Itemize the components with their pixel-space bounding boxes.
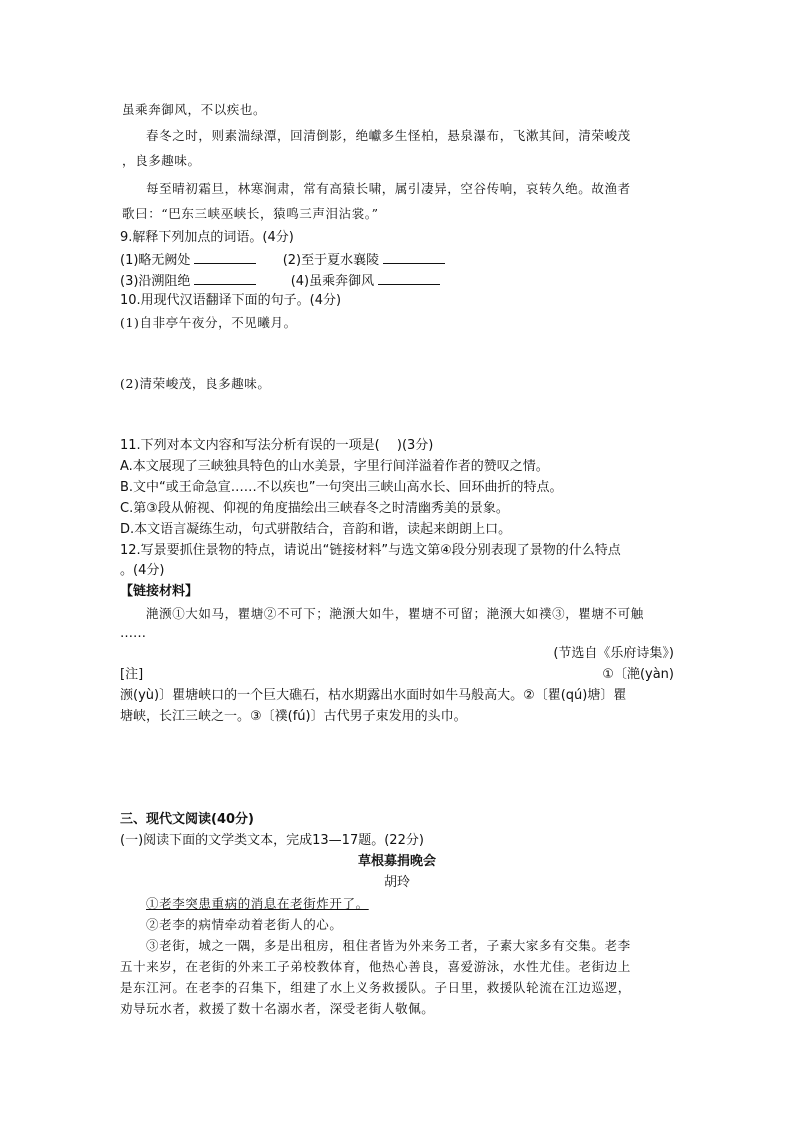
- article-paragraph-2: ②老李的病情牵动着老街人的心。: [146, 917, 343, 932]
- article-paragraph-3-line-3: 是东江河。在老李的召集下，组建了水上义务救援队。子日里，救援队轮流在江边巡逻，: [120, 980, 631, 995]
- classical-paragraph-spring-cont: ，良多趣味。: [122, 153, 201, 168]
- note-line-3: 塘峡，长江三峡之一。③〔襆(fú)〕古代男子束发用的头巾。: [120, 709, 467, 724]
- question-9-row-1: [120, 251, 449, 269]
- classical-paragraph-spring: 春冬之时，则素湍绿潭，回清倒影，绝巘多生怪柏，悬泉瀑布，飞漱其间，清荣峻茂: [146, 128, 631, 143]
- article-author: 胡玲: [383, 875, 410, 890]
- note-line-2: 滪(yù)〕瞿塘峡口的一个巨大礁石，枯水期露出水面时如牛马般高大。②〔瞿(qú)塘〕瞿: [120, 688, 627, 703]
- q11-option-d: D.本文语言凝练生动，句式骈散结合，音韵和谐，读起来朗朗上口。: [120, 522, 512, 537]
- question-9-stem: 9.解释下列加点的词语。(4分): [120, 230, 294, 245]
- question-9-row-2: [120, 272, 444, 290]
- article-paragraph-3: ③老街，城之一隅，多是出租房，租住者皆为外来务工者，子素大家多有交集。老李: [146, 938, 631, 953]
- question-12-stem: 12.写景要抓住景物的特点，请说出“链接材料”与选文第④段分别表现了景物的什么特点: [120, 543, 621, 558]
- answer-blank[interactable]: [194, 251, 256, 264]
- note-1-start: ①〔滟(yàn): [602, 667, 674, 682]
- q9-item-4: (4)虽乘奔御风: [290, 274, 375, 289]
- question-12-stem-cont: 。(4分): [120, 563, 165, 578]
- link-material-ellipsis: ……: [120, 626, 146, 641]
- classical-paragraph-autumn: 每至晴初霜旦，林寒涧肃，常有高猿长啸，属引凄异，空谷传响，哀转久绝。故渔者: [146, 181, 631, 196]
- article-paragraph-3-line-4: 劝导玩水者，救援了数十名溺水者，深受老街人敬佩。: [120, 1001, 435, 1016]
- question-11-stem: 11.下列对本文内容和写法分析有误的一项是( )(3分): [120, 438, 434, 453]
- link-material-source: (节选自《乐府诗集》): [553, 646, 674, 661]
- article-paragraph-1: ①老李突患重病的消息在老街炸开了。: [146, 896, 369, 911]
- section-instruction: (一)阅读下面的文学类文本，完成13—17题。(22分): [120, 833, 424, 848]
- q9-item-3: (3)沿溯阻绝: [120, 274, 191, 289]
- classical-line: 虽乘奔御风，不以疾也。: [122, 102, 267, 117]
- q11-option-a: A.本文展现了三峡独具特色的山水美景，字里行间洋溢着作者的赞叹之情。: [120, 459, 549, 474]
- answer-blank[interactable]: [378, 272, 440, 285]
- q9-item-1: (1)略无阙处: [120, 253, 191, 268]
- q9-item-2: (2)至于夏水襄陵: [282, 253, 380, 268]
- q11-option-b: B.文中“或王命急宣……不以疾也”一句突出三峡山高水长、回环曲折的特点。: [120, 480, 563, 495]
- article-paragraph-3-line-2: 五十来岁，在老街的外来工子弟校教体育，他热心善良，喜爱游泳，水性尤佳。老街边上: [120, 959, 631, 974]
- section-heading: 三、现代文阅读(40分): [120, 812, 254, 827]
- link-material-text: 滟滪①大如马，瞿塘②不可下；滟滪大如牛，瞿塘不可留；滟滪大如襆③，瞿塘不可触: [146, 606, 644, 621]
- link-material-heading: 【链接材料】: [120, 584, 199, 599]
- answer-blank[interactable]: [383, 251, 445, 264]
- question-10-stem: 10.用现代汉语翻译下面的句子。(4分): [120, 293, 342, 308]
- q10-sentence-1: (1)自非亭午夜分，不见曦月。: [120, 315, 297, 330]
- answer-blank[interactable]: [194, 272, 256, 285]
- note-label: [注]: [120, 667, 144, 682]
- article-title: 草根募捐晚会: [357, 854, 436, 869]
- classical-paragraph-autumn-cont: 歌曰：“巴东三峡巫峡长，猿鸣三声泪沾裳。”: [122, 206, 379, 221]
- q10-sentence-2: (2)清荣峻茂，良多趣味。: [120, 376, 271, 391]
- q11-option-c: C.第③段从俯视、仰视的角度描绘出三峡春冬之时清幽秀美的景象。: [120, 501, 509, 516]
